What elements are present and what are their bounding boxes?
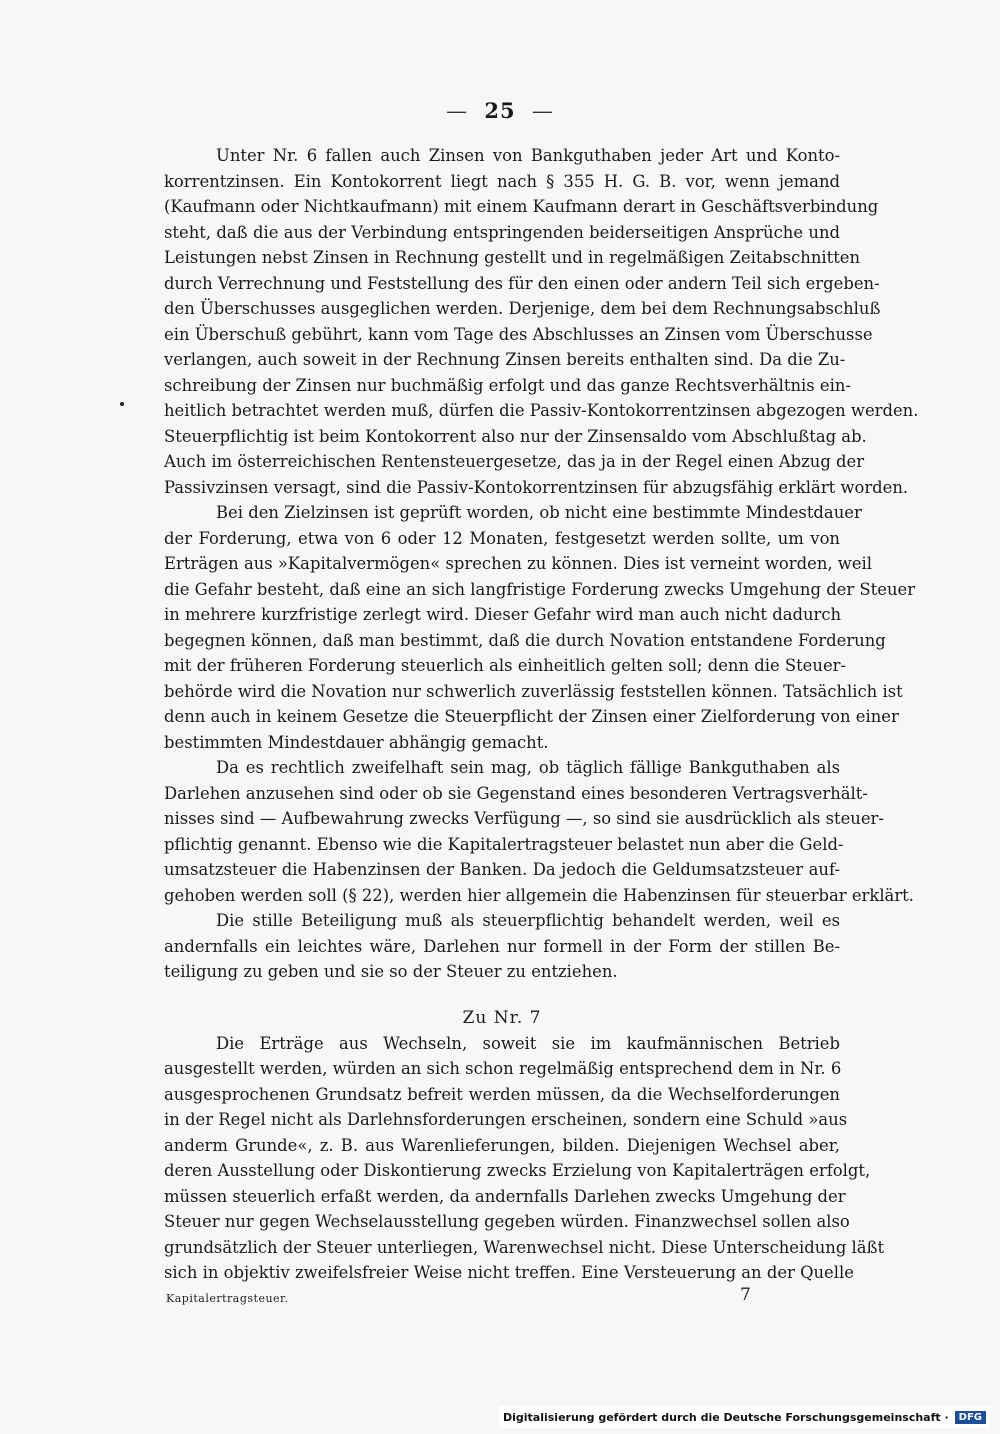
page-number-dash-left: —	[446, 99, 469, 123]
text-line: ausgesprochenen Grundsatz befreit werden müssen, da die Wechselforderungen	[164, 1084, 840, 1104]
text-line: ein Überschuß gebührt, kann vom Tage des Abschlusses an Zinsen vom Überschusse	[164, 324, 873, 344]
text-line: Passivzinsen versagt, sind die Passiv-Kontokorrentzinsen für abzugsfähig erklärt worden.	[164, 477, 909, 497]
text-line: müssen steuerlich erfaßt werden, da andernfalls Darlehen zwecks Umgehung der	[164, 1186, 846, 1206]
text-line: in der Regel nicht als Darlehnsforderungen erscheinen, sondern eine Schuld »aus	[164, 1110, 848, 1129]
text-line: denn auch in keinem Gesetze die Steuerpflicht der Zinsen einer Zielforderung von einer	[164, 707, 899, 726]
text-line: den Überschusses ausgeglichen werden. Derjenige, dem bei dem Rechnungsabschluß	[164, 299, 881, 318]
text-line: Steuer nur gegen Wechselausstellung gegeben würden. Finanzwechsel sollen also	[164, 1212, 850, 1231]
page-number-value: 25	[484, 98, 516, 123]
text-line: ausgestellt werden, würden an sich schon regelmäßig entsprechend dem in Nr. 6	[164, 1059, 842, 1078]
text-line: Die Erträge aus Wechseln, soweit sie im kaufmännischen Betrieb	[216, 1033, 840, 1053]
stray-dot	[120, 402, 124, 406]
page-number	[0, 98, 1000, 123]
text-line: Bei den Zielzinsen ist geprüft worden, ob nicht eine bestimmte Mindestdauer	[216, 503, 862, 522]
text-line: in mehrere kurzfristige zerlegt wird. Dieser Gefahr wird man auch nicht dadurch	[164, 605, 842, 624]
text-line: (Kaufmann oder Nichtkaufmann) mit einem Kaufmann derart in Geschäftsverbindung	[164, 197, 879, 216]
page-number-dash-right: —	[531, 99, 554, 123]
dfg-banner-text: Digitalisierung gefördert durch die Deutsche Forschungsgemeinschaft ·	[502, 1410, 949, 1424]
text-line: behörde wird die Novation nur schwerlich zuverlässig feststellen können. Tatsächlich ist	[164, 681, 903, 701]
text-line: steht, daß die aus der Verbindung entspringenden beiderseitigen Ansprüche und	[164, 222, 840, 242]
section-heading: Zu Nr. 7	[462, 1007, 542, 1028]
text-line: grundsätzlich der Steuer unterliegen, Warenwechsel nicht. Diese Unterscheidung läßt	[164, 1237, 885, 1257]
body-text	[164, 143, 919, 1286]
text-line: Leistungen nebst Zinsen in Rechnung gestellt und in regelmäßigen Zeitabschnitten	[164, 248, 861, 267]
text-line: gehoben werden soll (§ 22), werden hier allgemein die Habenzinsen für steuerbar erklärt.	[164, 885, 914, 905]
text-line: teiligung zu geben und sie so der Steuer zu entziehen.	[164, 962, 618, 981]
text-line: korrentzinsen. Ein Kontokorrent liegt nach § 355 H. G. B. vor, wenn jemand	[164, 171, 840, 191]
dfg-banner[interactable]	[499, 1406, 990, 1428]
text-line: Steuerpflichtig ist beim Kontokorrent also nur der Zinsensaldo vom Abschlußtag ab.	[164, 426, 867, 446]
text-line: schreibung der Zinsen nur buchmäßig erfolgt und das ganze Rechtsverhältnis ein-	[164, 375, 851, 395]
text-line: bestimmten Mindestdauer abhängig gemacht.	[164, 732, 549, 752]
text-line: sich in objektiv zweifelsfreier Weise nicht treffen. Eine Versteuerung an der Quelle	[164, 1263, 854, 1282]
text-line: mit der früheren Forderung steuerlich als einheitlich gelten soll; denn die Steuer-	[164, 656, 847, 675]
text-line: durch Verrechnung und Feststellung des für den einen oder andern Teil sich ergeben-	[164, 273, 880, 293]
text-line: Die stille Beteiligung muß als steuerpflichtig behandelt werden, weil es	[216, 911, 840, 930]
footer-sheet-number: 7	[740, 1285, 751, 1305]
text-line: begegnen können, daß man bestimmt, daß die durch Novation entstandene Forderung	[164, 630, 886, 650]
text-line: Darlehen anzusehen sind oder ob sie Gegenstand eines besonderen Vertragsverhält-	[164, 783, 868, 803]
text-line: nisses sind — Aufbewahrung zwecks Verfügung —, so sind sie ausdrücklich als steuer-	[164, 809, 884, 828]
text-line: Unter Nr. 6 fallen auch Zinsen von Bankguthaben jeder Art und Konto-	[216, 146, 840, 165]
text-line: Auch im österreichischen Rentensteuergesetze, das ja in der Regel einen Abzug der	[164, 452, 865, 471]
text-line: heitlich betrachtet werden muß, dürfen die Passiv-Kontokorrentzinsen abgezogen werden.	[164, 401, 919, 420]
dfg-logo-icon: DFG	[955, 1411, 986, 1424]
text-line: umsatzsteuer die Habenzinsen der Banken. Da jedoch die Geldumsatzsteuer auf-	[164, 860, 840, 879]
text-line: Da es rechtlich zweifelhaft sein mag, ob täglich fällige Bankguthaben als	[216, 758, 840, 777]
text-line: pflichtig genannt. Ebenso wie die Kapitalertragsteuer belastet nun aber die Geld-	[164, 834, 844, 854]
text-line: andernfalls ein leichtes wäre, Darlehen nur formell in der Form der stillen Be-	[164, 936, 840, 956]
text-line: deren Ausstellung oder Diskontierung zwecks Erzielung von Kapitalerträgen erfolgt,	[164, 1161, 871, 1180]
text-line: die Gefahr besteht, daß eine an sich langfristige Forderung zwecks Umgehung der Steuer	[164, 579, 916, 599]
footer-signature-mark: Kapitalertragsteuer.	[166, 1292, 289, 1305]
text-line: der Forderung, etwa von 6 oder 12 Monaten, festgesetzt werden sollte, um von	[164, 528, 840, 548]
text-line: Erträgen aus »Kapitalvermögen« sprechen zu können. Dies ist verneint worden, weil	[164, 554, 873, 573]
text-line: anderm Grunde«, z. B. aus Warenlieferungen, bilden. Diejenigen Wechsel aber,	[164, 1135, 840, 1155]
text-line: verlangen, auch soweit in der Rechnung Zinsen bereits enthalten sind. Da die Zu-	[164, 350, 846, 369]
